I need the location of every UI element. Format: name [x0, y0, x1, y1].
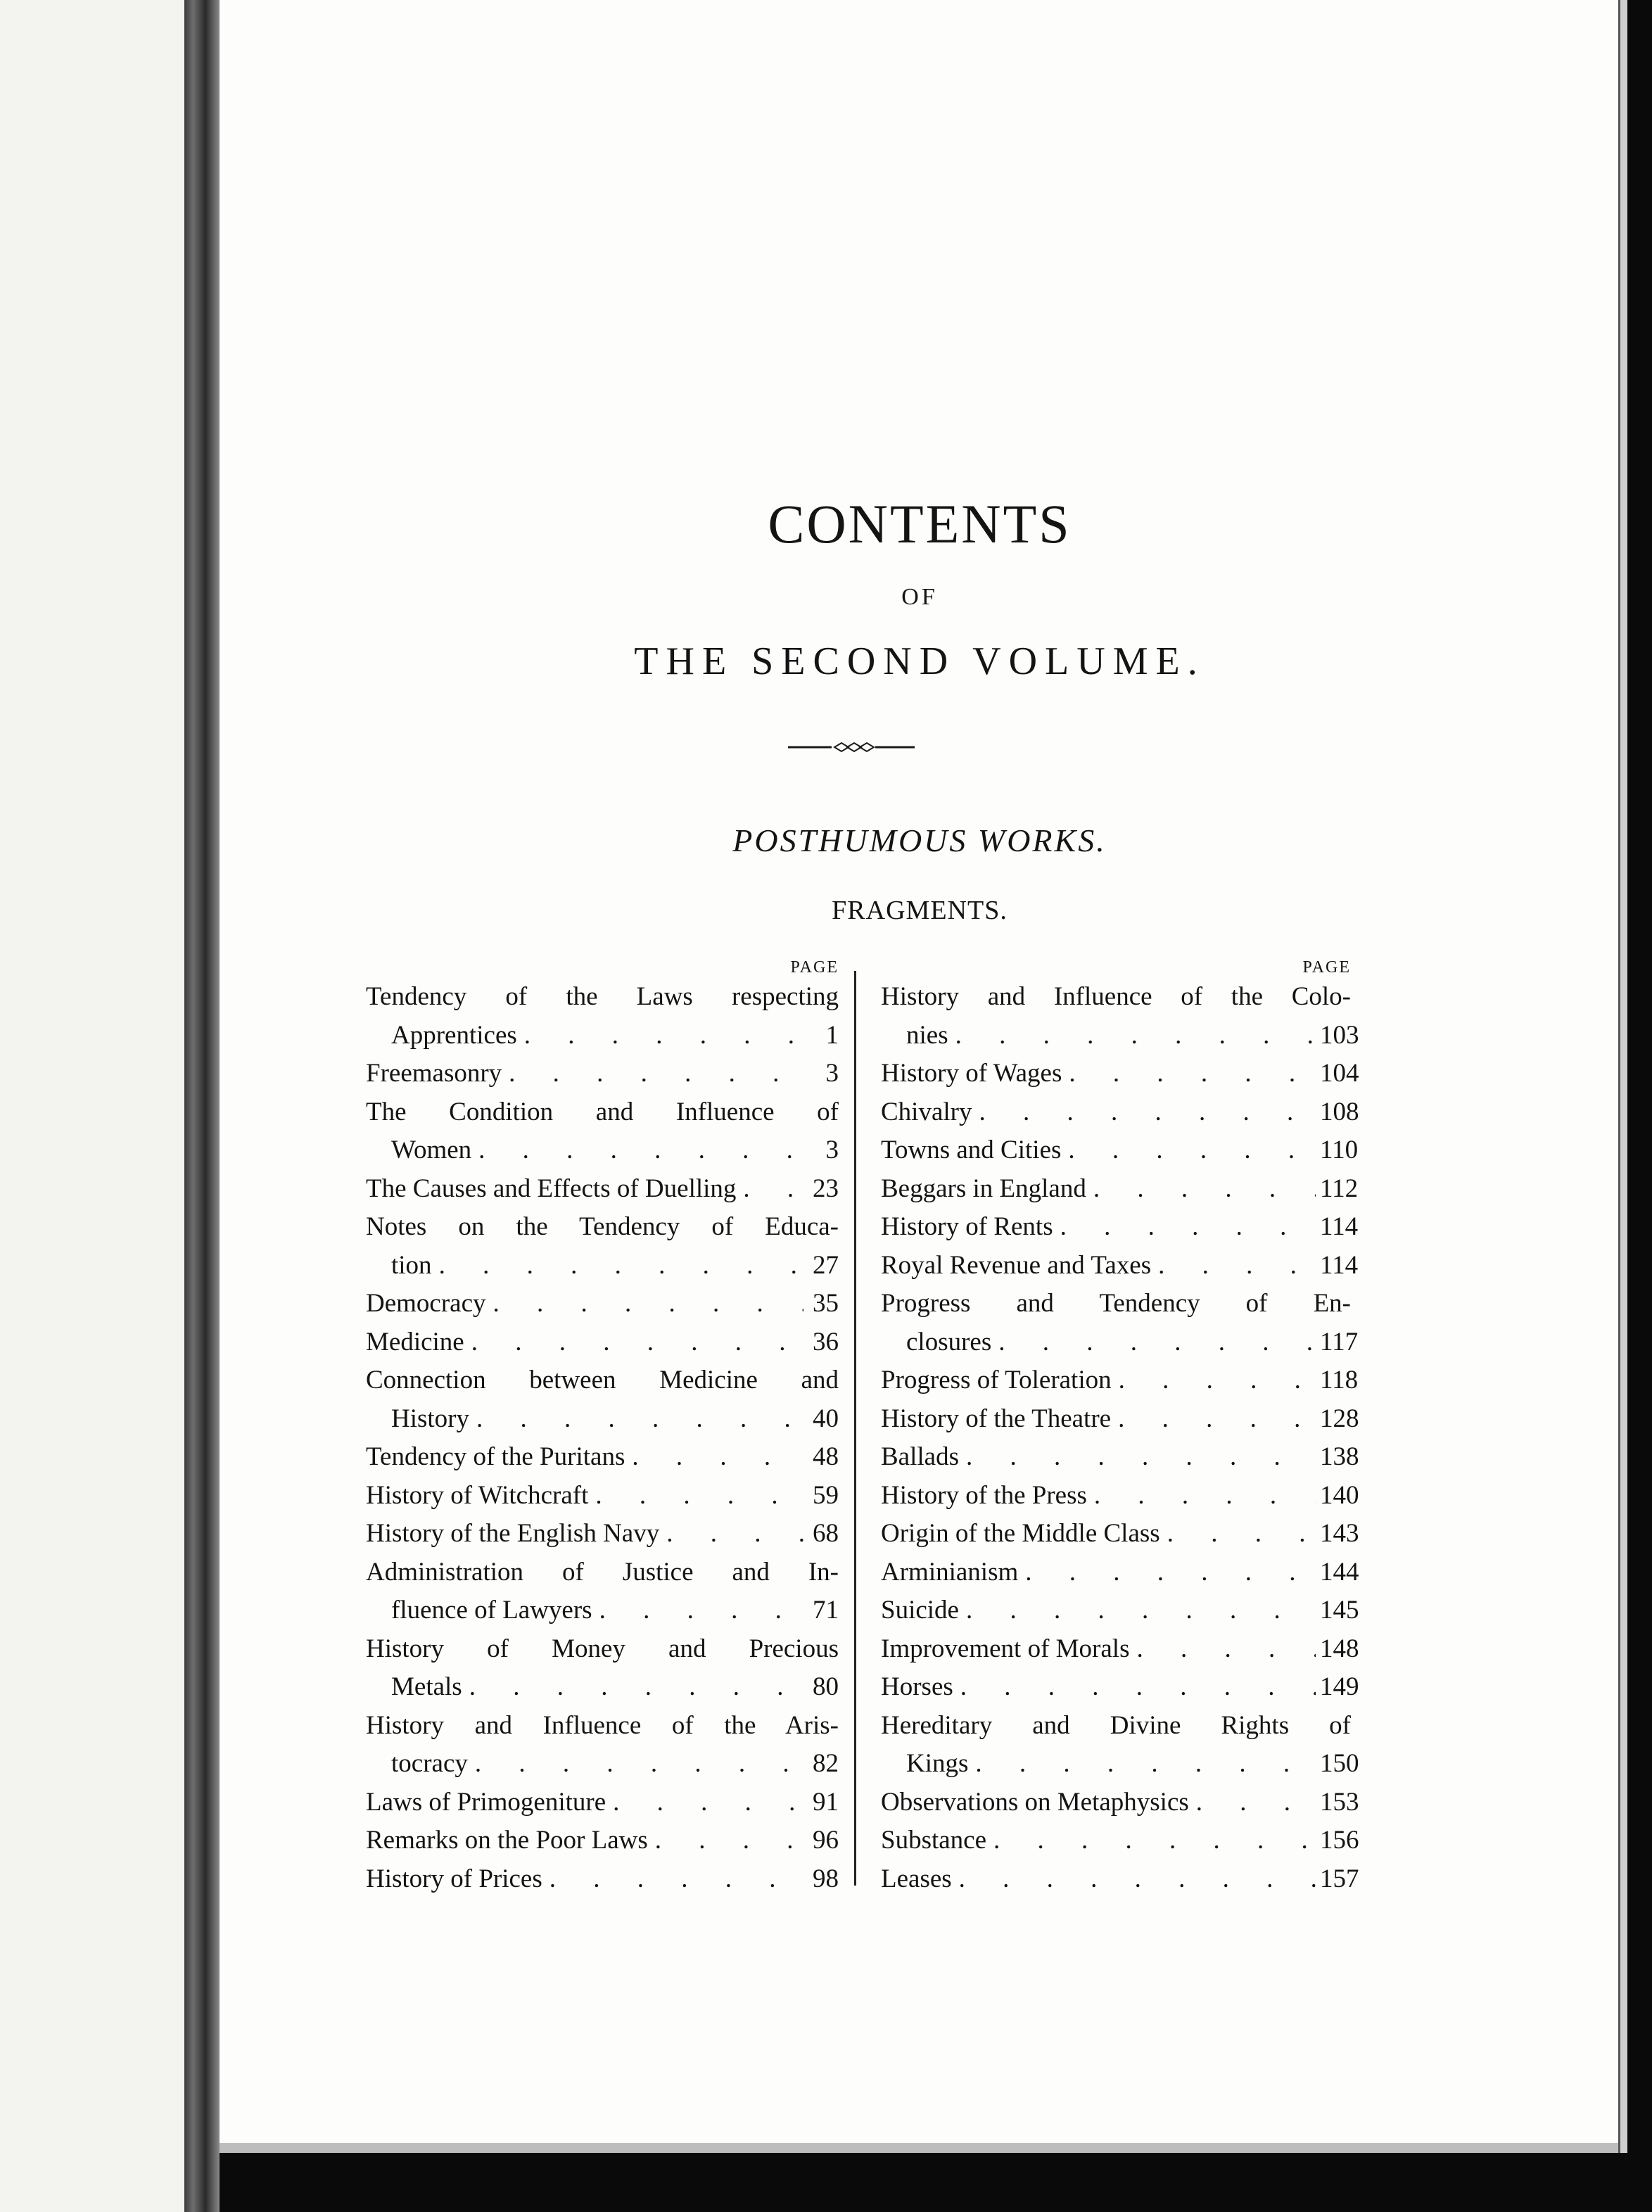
entry-title: The Causes and Effects of Duelling: [366, 1174, 737, 1203]
contents-entry: [366, 1822, 839, 1860]
entry-page-number: 143: [1320, 1519, 1359, 1548]
entry-page-number: 103: [1320, 1020, 1359, 1050]
entry-page-number: 150: [1320, 1749, 1359, 1778]
entry-title: Laws of Primogeniture: [366, 1787, 606, 1817]
contents-entry: [366, 1553, 839, 1630]
page-bottom-edge: [220, 2143, 1620, 2153]
contents-entry: [881, 1668, 1359, 1707]
contents-entry: [366, 1707, 839, 1784]
entry-page-number: 36: [813, 1327, 839, 1356]
entry-title: Ballads: [881, 1442, 959, 1471]
entry-title: History of the English Navy: [366, 1519, 660, 1548]
entry-page-number: 112: [1320, 1174, 1359, 1203]
dot-leader: [648, 1822, 803, 1860]
entry-page-number: 68: [813, 1519, 839, 1548]
entry-title: Freemasonry: [366, 1059, 502, 1088]
entry-page-number: 48: [813, 1442, 839, 1471]
contents-entry: [366, 1093, 839, 1170]
dot-leader: [736, 1170, 803, 1209]
dot-leader: [1086, 1170, 1316, 1209]
contents-entry: [881, 1860, 1359, 1899]
dot-leader: [1062, 1055, 1316, 1093]
entry-title: closures: [906, 1327, 992, 1356]
contents-entry: [366, 1055, 839, 1093]
entry-title-line: History and Influence of the Colo-: [881, 982, 1351, 1011]
contents-entry: [881, 1170, 1359, 1209]
dot-leader: [1018, 1553, 1316, 1592]
entry-title: Chivalry: [881, 1097, 972, 1126]
entry-title-line: Notes on the Tendency of Educa-: [366, 1212, 839, 1241]
entry-page-number: 114: [1320, 1250, 1359, 1280]
entry-page-number: 27: [813, 1250, 839, 1280]
entry-title-line: History of Money and Precious: [366, 1634, 839, 1663]
entry-title: Observations on Metaphysics: [881, 1787, 1189, 1817]
contents-column-right: [881, 957, 1359, 1898]
contents-entry: [881, 1630, 1359, 1669]
entry-title: Substance: [881, 1826, 987, 1855]
contents-entry: [366, 1860, 839, 1899]
entry-page-number: 145: [1320, 1596, 1359, 1625]
page-column-label: PAGE: [790, 958, 839, 977]
contents-entry: [881, 1707, 1359, 1784]
contents-entry: [366, 1630, 839, 1707]
entry-title-line: Connection between Medicine and: [366, 1366, 839, 1394]
entry-title: Kings: [906, 1749, 969, 1778]
entry-title: History of Rents: [881, 1212, 1053, 1241]
contents-entry: [881, 1784, 1359, 1822]
dot-leader: [606, 1784, 803, 1822]
contents-entry: [881, 1055, 1359, 1093]
entry-page-number: 118: [1320, 1366, 1359, 1394]
entry-page-number: 35: [813, 1289, 839, 1318]
dot-leader: [1129, 1630, 1316, 1669]
entry-page-number: 117: [1320, 1327, 1359, 1356]
contents-entry: [881, 1361, 1359, 1400]
dot-leader: [462, 1668, 803, 1707]
page-column-label: PAGE: [1302, 958, 1351, 977]
entry-title: Beggars in England: [881, 1174, 1086, 1203]
contents-entry: [366, 978, 839, 1055]
contents-entry: [881, 1093, 1359, 1132]
contents-entry: [366, 1361, 839, 1438]
entry-page-number: 23: [813, 1174, 839, 1203]
contents-entry: [366, 1784, 839, 1822]
entry-title: Women: [391, 1136, 472, 1164]
entry-page-number: 156: [1320, 1826, 1359, 1855]
contents-list-right: [881, 978, 1359, 1898]
entry-page-number: 148: [1320, 1634, 1359, 1663]
entry-title: History of the Press: [881, 1480, 1087, 1510]
entry-title: tion: [391, 1250, 432, 1280]
dot-leader: [1087, 1477, 1316, 1515]
contents-entry: [881, 1515, 1359, 1553]
dot-leader: [1189, 1784, 1316, 1822]
contents-entry: [366, 1438, 839, 1477]
contents-entry: [881, 1208, 1359, 1247]
contents-entry: [881, 1438, 1359, 1477]
entry-page-number: 80: [813, 1672, 839, 1701]
entry-title: nies: [906, 1020, 948, 1050]
entry-page-number: 3: [825, 1136, 839, 1164]
contents-entry: [366, 1515, 839, 1553]
entry-page-number: 59: [813, 1480, 839, 1510]
entry-title: Remarks on the Poor Laws: [366, 1826, 648, 1855]
dot-leader: [959, 1438, 1316, 1477]
entry-page-number: 1: [825, 1020, 839, 1050]
entry-title: History of the Theatre: [881, 1404, 1112, 1433]
entry-page-number: 40: [813, 1404, 839, 1433]
dot-leader: [471, 1131, 803, 1170]
entry-page-number: 128: [1320, 1404, 1359, 1433]
dot-leader: [959, 1591, 1316, 1630]
entry-page-number: 108: [1320, 1097, 1359, 1126]
entry-title: tocracy: [391, 1749, 468, 1778]
dot-leader: [468, 1745, 803, 1784]
dot-leader: [432, 1247, 803, 1285]
entry-page-number: 157: [1320, 1864, 1359, 1893]
entry-title-line: Tendency of the Laws respecting: [366, 982, 839, 1011]
entry-title: History: [391, 1404, 469, 1433]
dot-leader: [986, 1822, 1316, 1860]
contents-title: CONTENTS: [768, 493, 1072, 554]
dot-leader: [469, 1400, 803, 1439]
book-gutter-shadow: [184, 0, 220, 2212]
entry-page-number: 114: [1320, 1212, 1359, 1241]
dot-leader: [588, 1477, 803, 1515]
entry-title: Tendency of the Puritans: [366, 1442, 625, 1471]
dot-leader: [1061, 1131, 1316, 1170]
dot-leader: [659, 1515, 803, 1553]
contents-list-left: [366, 978, 839, 1898]
dot-leader: [486, 1285, 803, 1323]
entry-title: History of Wages: [881, 1059, 1062, 1088]
entry-title-line: The Condition and Influence of: [366, 1097, 839, 1126]
dot-leader: [592, 1591, 803, 1630]
contents-entry: [881, 1553, 1359, 1592]
dot-leader: [1111, 1400, 1316, 1439]
entry-page-number: 153: [1320, 1787, 1359, 1817]
dot-leader: [625, 1438, 803, 1477]
entry-title: Progress of Toleration: [881, 1366, 1112, 1394]
dot-leader: [953, 1668, 1316, 1707]
entry-title-line: Administration of Justice and In-: [366, 1557, 839, 1587]
entry-title: History of Witchcraft: [366, 1480, 589, 1510]
entry-title: History of Prices: [366, 1864, 542, 1893]
contents-entry: [366, 1208, 839, 1285]
dot-leader: [991, 1323, 1316, 1362]
contents-entry: [881, 1131, 1359, 1170]
contents-entry: [366, 1323, 839, 1362]
contents-entry: [366, 1477, 839, 1515]
ornament-rule: [788, 740, 915, 754]
contents-entry: [881, 1285, 1359, 1361]
entry-title: Towns and Cities: [881, 1136, 1062, 1164]
contents-entry: [881, 1477, 1359, 1515]
section-title: POSTHUMOUS WORKS.: [732, 822, 1107, 858]
dot-leader: [968, 1745, 1316, 1784]
entry-title: Origin of the Middle Class: [881, 1519, 1160, 1548]
entry-page-number: 138: [1320, 1442, 1359, 1471]
contents-entry: [881, 1247, 1359, 1285]
dot-leader: [972, 1093, 1316, 1132]
entry-title: Leases: [881, 1864, 952, 1893]
facing-page-edge: [0, 0, 184, 2212]
contents-of: OF: [901, 584, 938, 610]
subsection-title: FRAGMENTS.: [832, 896, 1008, 925]
entry-page-number: 110: [1320, 1136, 1359, 1164]
contents-entry: [366, 1285, 839, 1323]
dot-leader: [952, 1860, 1316, 1899]
entry-title: Democracy: [366, 1289, 486, 1318]
entry-title: fluence of Lawyers: [391, 1596, 592, 1625]
entry-page-number: 144: [1320, 1557, 1359, 1587]
entry-page-number: 96: [813, 1826, 839, 1855]
dot-leader: [1151, 1247, 1316, 1285]
entry-page-number: 104: [1320, 1059, 1359, 1088]
entry-page-number: 3: [825, 1059, 839, 1088]
entry-title-line: History and Influence of the Aris-: [366, 1710, 839, 1740]
dot-leader: [1112, 1361, 1316, 1400]
entry-title: Improvement of Morals: [881, 1634, 1130, 1663]
entry-title: Metals: [391, 1672, 462, 1701]
volume-title: THE SECOND VOLUME.: [634, 640, 1205, 683]
entry-page-number: 149: [1320, 1672, 1359, 1701]
entry-title-line: Hereditary and Divine Rights of: [881, 1710, 1351, 1740]
entry-page-number: 71: [813, 1596, 839, 1625]
entry-page-number: 98: [813, 1864, 839, 1893]
entry-title: Medicine: [366, 1327, 464, 1356]
entry-title: Arminianism: [881, 1557, 1019, 1587]
contents-column-left: [366, 957, 839, 1898]
contents-entry: [881, 978, 1359, 1055]
dot-leader: [502, 1055, 803, 1093]
contents-entry: [881, 1400, 1359, 1439]
entry-title: Royal Revenue and Taxes: [881, 1250, 1152, 1280]
entry-title-line: Progress and Tendency of En-: [881, 1289, 1351, 1318]
contents-entry: [366, 1170, 839, 1209]
entry-page-number: 140: [1320, 1480, 1359, 1510]
dot-leader: [517, 1017, 803, 1055]
dot-leader: [1160, 1515, 1316, 1553]
dot-leader: [948, 1017, 1316, 1055]
page-right-edge: [1618, 0, 1627, 2153]
dot-leader: [464, 1323, 803, 1362]
dot-leader: [1053, 1208, 1316, 1247]
dot-leader: [542, 1860, 803, 1899]
entry-title: Apprentices: [391, 1020, 517, 1050]
column-divider: [854, 971, 856, 1886]
entry-title: Horses: [881, 1672, 953, 1701]
entry-title: Suicide: [881, 1596, 959, 1625]
contents-entry: [881, 1822, 1359, 1860]
contents-entry: [881, 1591, 1359, 1630]
entry-page-number: 82: [813, 1749, 839, 1778]
entry-page-number: 91: [813, 1787, 839, 1817]
